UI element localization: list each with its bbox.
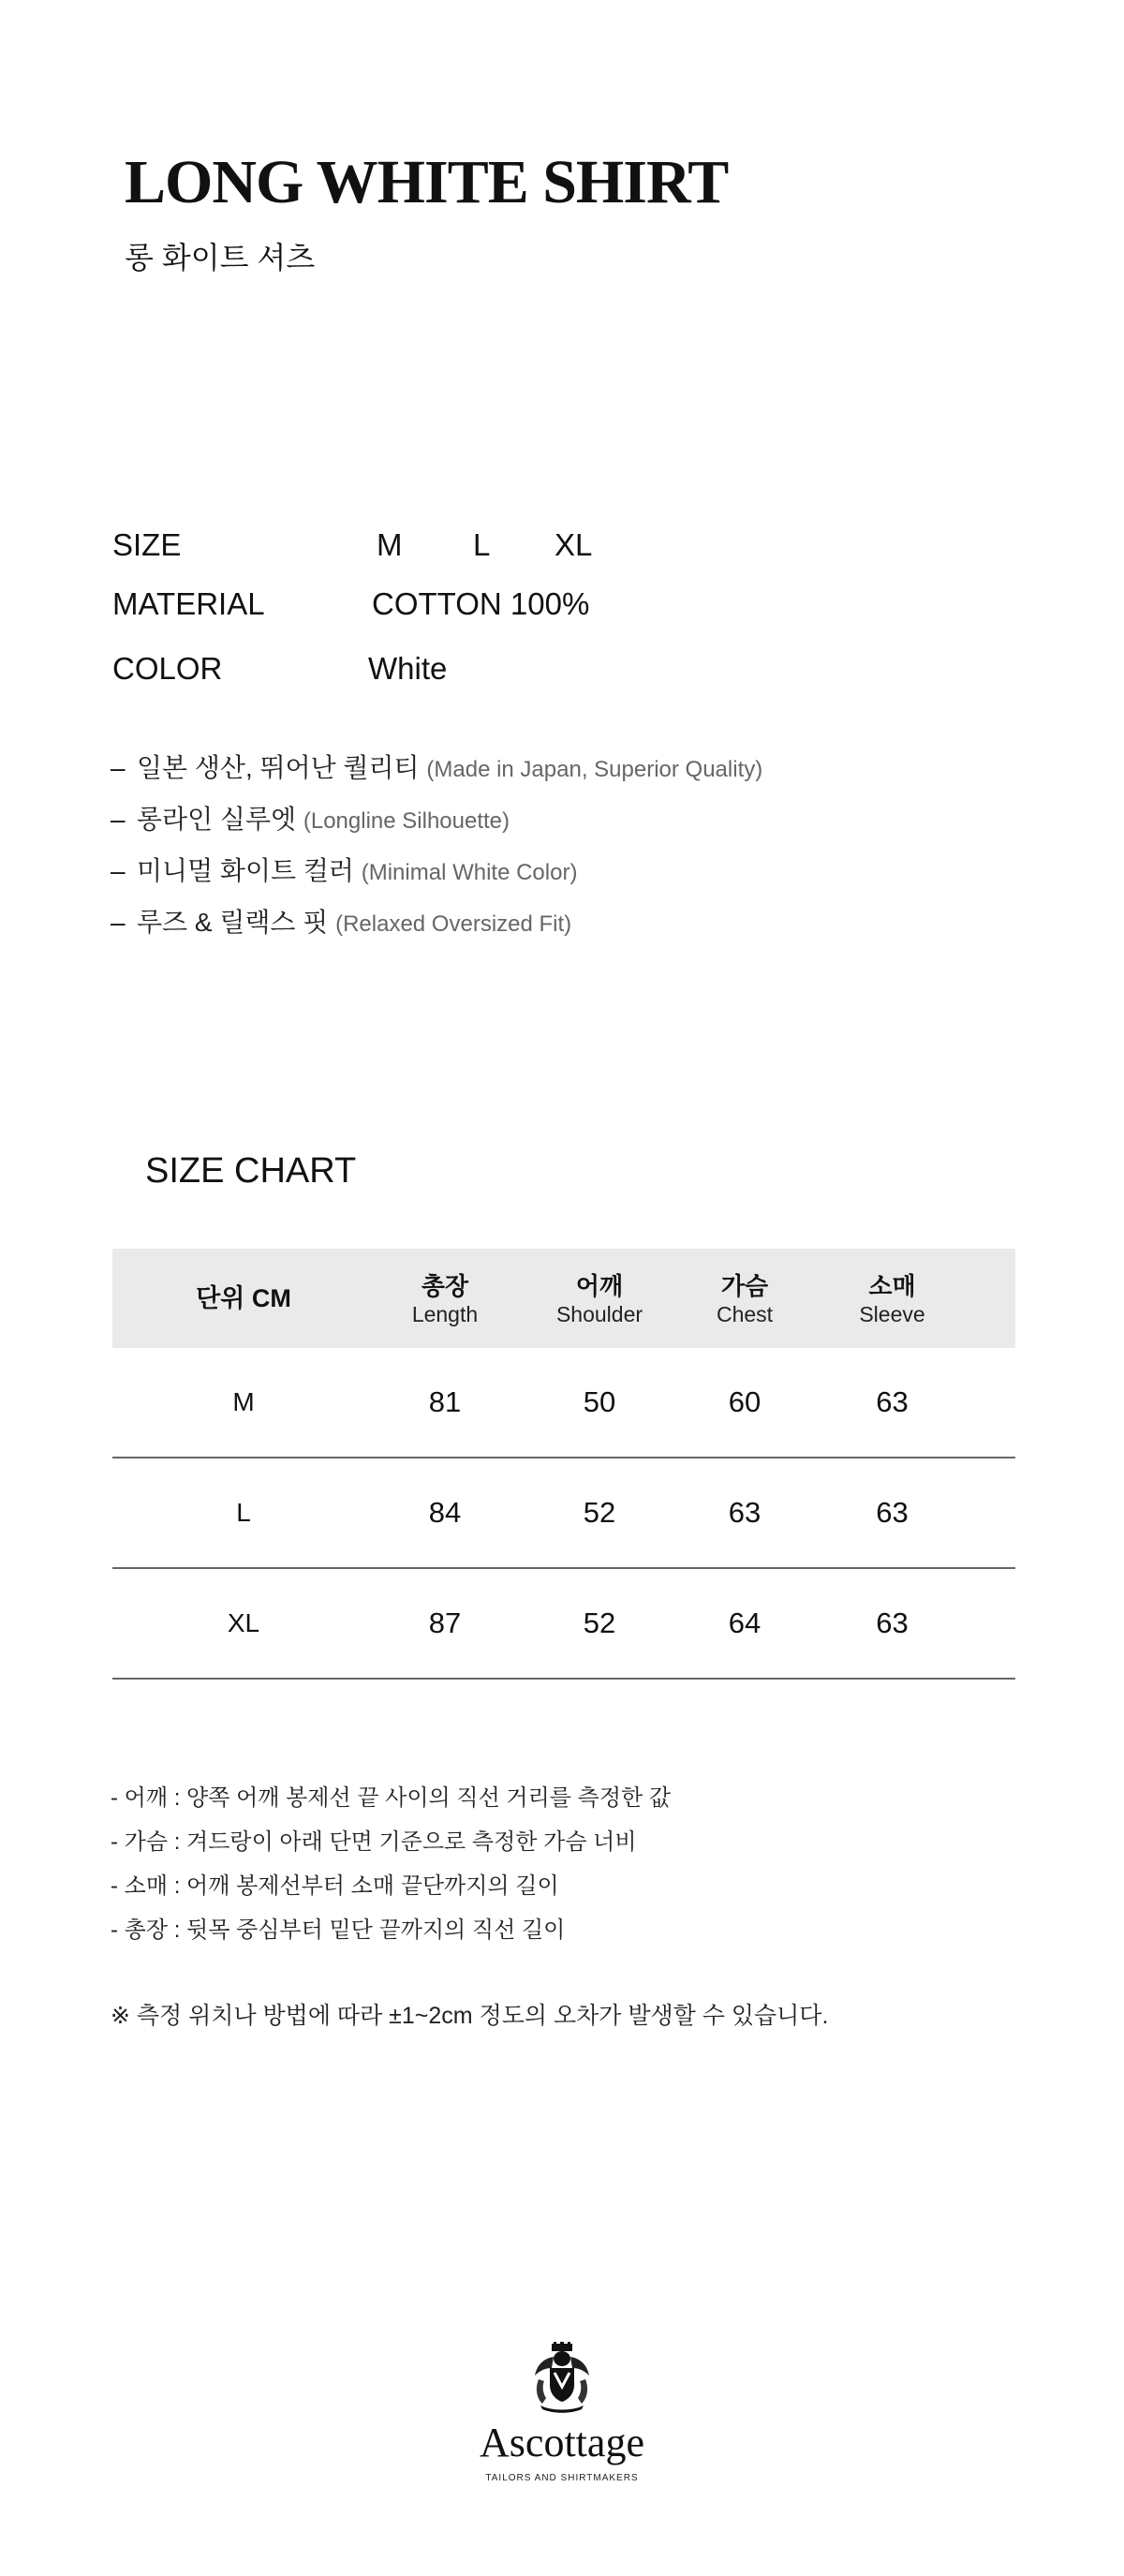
note-shoulder: - 어깨 : 양쪽 어깨 봉제선 끝 사이의 직선 거리를 측정한 값 [111,1785,672,1811]
header-unit: 단위 CM [196,1284,291,1312]
note-length: - 총장 : 뒷목 중심부터 밑단 끝까지의 직선 길이 [111,1917,566,1943]
feature-en: (Relaxed Oversized Fit) [335,911,572,937]
row-sleeve: 63 [876,1606,909,1639]
spec-size-label: SIZE [112,527,182,562]
header-en: Sleeve [859,1302,925,1326]
row-shoulder: 52 [583,1496,616,1529]
size-chart-header [112,1249,1015,1348]
spec-material-value: COTTON 100% [372,586,590,621]
spec-color-label: COLOR [112,651,223,686]
spec-material-row [112,584,674,625]
row-chest: 64 [728,1606,762,1639]
spec-size-l: L [473,527,491,562]
row-size: L [236,1498,251,1527]
size-chart-title: SIZE CHART [145,1151,357,1191]
feature-dash: – [111,908,126,937]
row-sleeve: 63 [876,1496,909,1529]
feature-ko: 미니멀 화이트 컬러 [137,856,354,885]
feature-item [111,852,762,904]
row-chest: 60 [728,1385,762,1418]
row-length: 84 [428,1496,462,1529]
header-shoulder [534,1271,665,1327]
spec-size-xl: XL [555,527,593,562]
header-chest [688,1271,801,1327]
header-en: Length [411,1302,479,1326]
feature-dash: – [111,753,126,782]
feature-item [111,749,762,801]
row-length: 87 [428,1606,462,1639]
brand-logo [450,2342,674,2501]
row-shoulder: 52 [583,1606,616,1639]
header-ko: 가슴 [720,1272,769,1300]
table-row [112,1569,1015,1680]
table-row [112,1348,1015,1458]
header-sleeve [834,1271,951,1327]
feature-en: (Made in Japan, Superior Quality) [426,757,763,782]
product-subtitle: 롱 화이트 셔츠 [125,241,316,274]
header-ko: 총장 [421,1272,469,1300]
row-sleeve: 63 [876,1385,909,1418]
feature-ko: 루즈 & 릴랙스 핏 [137,908,329,937]
feature-en: (Longline Silhouette) [303,808,510,834]
row-shoulder: 50 [583,1385,616,1418]
row-size: XL [227,1608,260,1637]
row-size: M [232,1387,255,1416]
brand-name: Ascottage [480,2420,644,2465]
feature-ko: 일본 생산, 뛰어난 퀄리티 [137,753,420,782]
feature-en: (Minimal White Color) [361,860,578,885]
product-title: LONG WHITE SHIRT [125,148,729,216]
table-row [112,1458,1015,1569]
feature-item [111,904,762,955]
feature-dash: – [111,805,126,834]
row-chest: 63 [728,1496,762,1529]
heraldic-crest-icon [529,2342,595,2413]
note-chest: - 가슴 : 겨드랑이 아래 단면 기준으로 측정한 가슴 너비 [111,1829,637,1855]
header-en: Shoulder [555,1302,643,1326]
spec-size-row [112,525,674,566]
brand-tagline: TAILORS AND SHIRTMAKERS [485,2473,639,2483]
measurement-disclaimer: ※ 측정 위치나 방법에 따라 ±1~2cm 정도의 오차가 발생할 수 있습니다. [111,2003,829,2029]
note-sleeve: - 소매 : 어깨 봉제선부터 소매 끝단까지의 길이 [111,1873,559,1899]
spec-size-m: M [377,527,403,562]
spec-color-row [112,648,674,689]
header-en: Chest [716,1302,774,1326]
header-ko: 소매 [868,1272,916,1300]
feature-list [111,749,762,955]
feature-ko: 롱라인 실루엣 [137,805,297,834]
row-length: 81 [428,1385,462,1418]
feature-item [111,801,762,852]
header-ko: 어깨 [575,1272,624,1300]
header-length [393,1271,496,1327]
spec-color-value: White [368,651,448,686]
measurement-notes [111,1776,671,1952]
feature-dash: – [111,856,126,885]
spec-material-label: MATERIAL [112,586,265,621]
